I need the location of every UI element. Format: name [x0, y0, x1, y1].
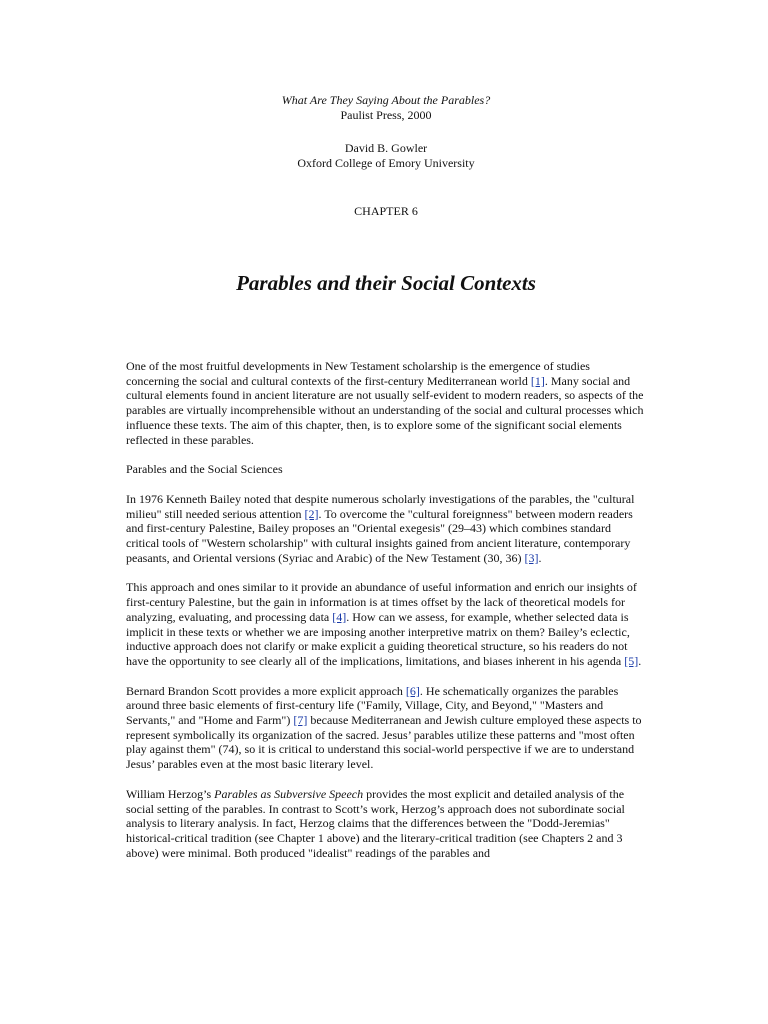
- paragraph-1: One of the most fruitful developments in New Testament scholarship is the emergence of studies concerning the social and cultural contexts of the first-century Mediterranean world [1]. Many social and cultural elements found in ancient literature are not usually self-evident to modern readers, so aspects of the parables are virtually incomprehensible without an understanding of the social and cultural processes which influence these texts. The aim of this chapter, then, is to explore some of the significant social elements reflected in these parables.: [126, 359, 644, 447]
- footnote-link-1[interactable]: [1]: [530, 373, 545, 388]
- publisher: Paulist Press, 2000: [340, 107, 432, 122]
- footnote-link-5[interactable]: [5]: [624, 653, 639, 668]
- paragraph-4: Bernard Brandon Scott provides a more explicit approach [6]. He schematically organizes the parables around three basic elements of first-century life ("Family, Village, City, and Beyond," "Masters and Servants," and "Home and Farm") [7] because Mediterranean and Jewish culture employed these aspects to represent symbolically its organization of the sacred. Jesus’ parables utilize these patterns and "most often play against them" (74), so it is critical to understand this social-world perspective if we are to understand Jesus’ parables even at the most basic literary level.: [126, 683, 642, 772]
- paragraph-5: William Herzog’s Parables as Subversive Speech provides the most explicit and detailed analysis of the social setting of the parables. In contrast to Scott’s work, Herzog’s approach does not subordinate social analysis to literary analysis. In fact, Herzog claims that the differences between the "Dodd-Jeremias" historical-critical tradition (see Chapter 1 above) and the literary-critical tradition (see Chapters 2 and 3 above) were minimal. Both produced "idealist" readings of the parables and: [126, 786, 625, 860]
- paragraph-3: This approach and ones similar to it provide an abundance of useful information and enrich our insights of first-century Palestine, but the gain in information is at times offset by the lack of theoretical models for analyzing, evaluating, and processing data [4]. How can we assess, for example, whether selected data is implicit in these texts or whether we are imposing another interpretive matrix on them? Bailey’s eclectic, inductive approach does not clarify or make explicit a guiding theoretical structure, so his readers do not have the opportunity to see clearly all of the implications, limitations, and biases inherent in his agenda [5].: [126, 580, 642, 668]
- book-reference: Parables as Subversive Speech: [214, 786, 364, 801]
- footnote-link-7[interactable]: [7]: [293, 713, 308, 728]
- author-name: David B. Gowler: [344, 141, 428, 155]
- paragraph-2: In 1976 Kenneth Bailey noted that despite numerous scholarly investigations of the parables, the "cultural milieu" still needed serious attention [2]. To overcome the "cultural foreignness" between modern readers and first-century Palestine, Bailey proposes an "Oriental exegesis" (29–43) which combines standard critical tools of "Western scholarship" with cultural insights gained from ancient literature, contemporary peasants, and Oriental versions (Syriac and Arabic) of the New Testament (30, 36) [3].: [126, 491, 635, 565]
- book-title: What Are They Saying About the Parables?: [281, 93, 491, 107]
- footnote-link-4[interactable]: [4]: [332, 609, 347, 624]
- footnote-link-2[interactable]: [2]: [304, 506, 319, 521]
- institution: Oxford College of Emory University: [297, 155, 475, 170]
- footnote-link-6[interactable]: [6]: [405, 683, 420, 698]
- document-body: [126, 359, 646, 875]
- section-heading: Parables and the Social Sciences: [126, 462, 283, 477]
- author-info: [126, 141, 646, 170]
- book-info: [126, 93, 646, 122]
- chapter-title: Parables and their Social Contexts: [236, 271, 536, 295]
- chapter-label: CHAPTER 6: [354, 204, 418, 218]
- footnote-link-3[interactable]: [3]: [524, 550, 539, 565]
